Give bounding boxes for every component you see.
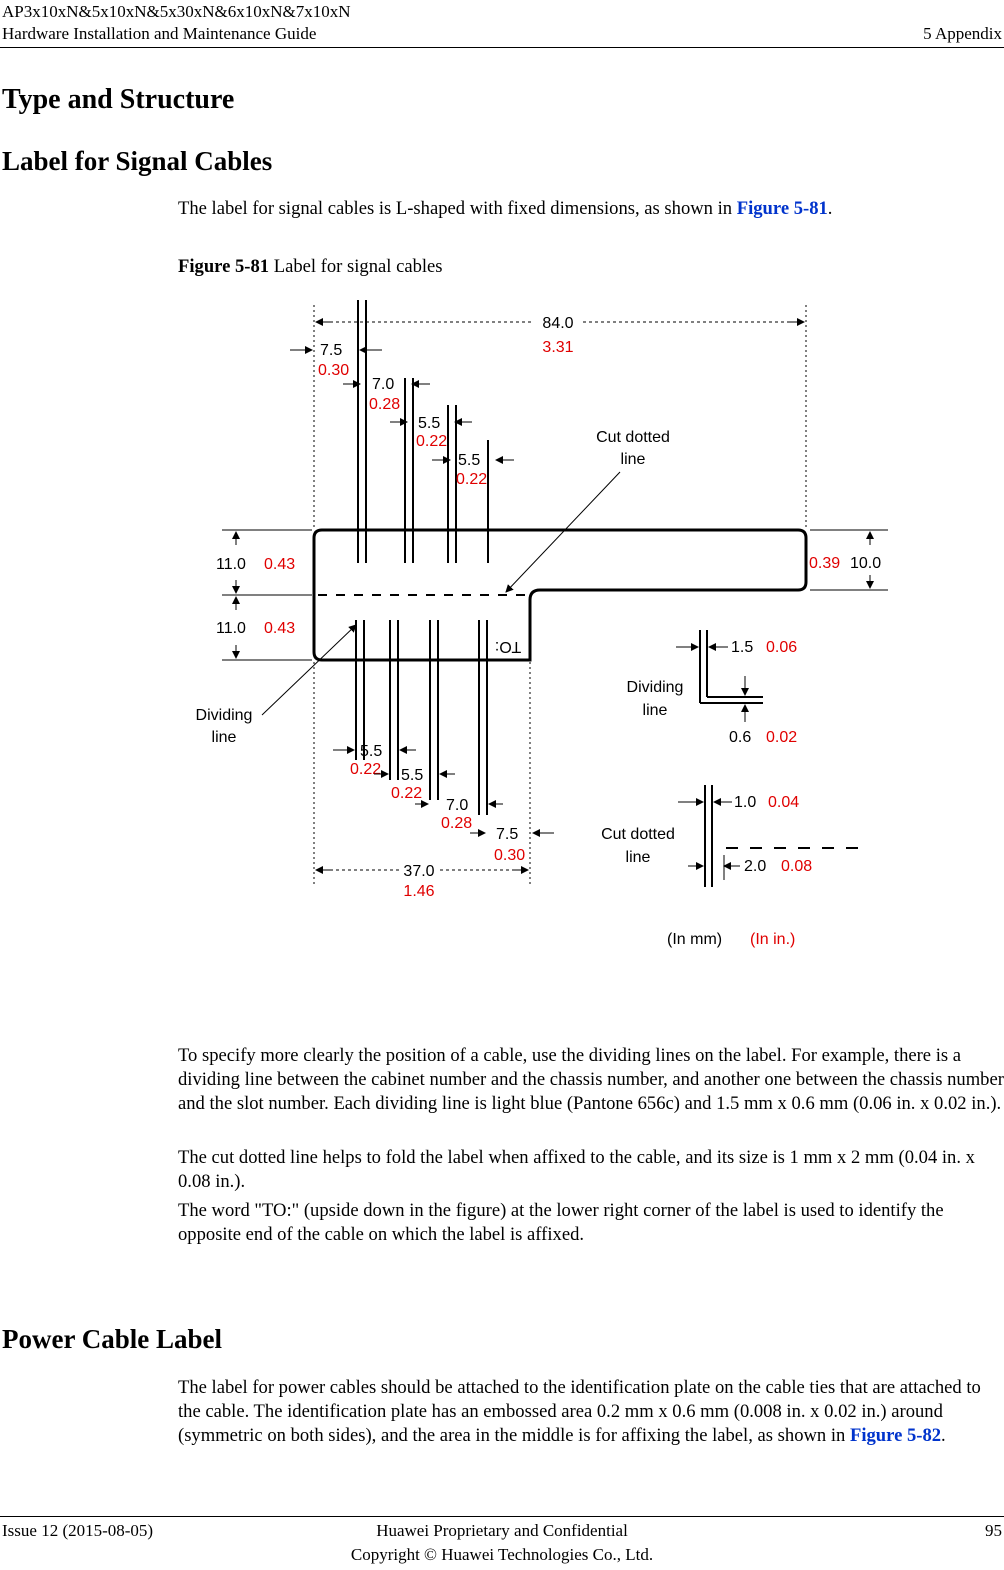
svg-text:7.5: 7.5 xyxy=(496,826,519,843)
cut-label-bottom: line xyxy=(620,451,646,468)
svg-text:7.5: 7.5 xyxy=(320,342,343,359)
footer-copyright: Copyright © Huawei Technologies Co., Ltd. xyxy=(350,1545,654,1564)
right-dimensions xyxy=(809,530,888,590)
header-section: 5 Appendix xyxy=(923,24,1002,43)
dividing-label-top: Dividing xyxy=(195,707,253,724)
svg-text:5.5: 5.5 xyxy=(458,452,481,469)
header-guide: Hardware Installation and Maintenance Guide xyxy=(2,24,317,43)
svg-text:0.30: 0.30 xyxy=(318,362,350,379)
footer-page: 95 xyxy=(985,1521,1002,1540)
figure-5-81-link[interactable]: Figure 5-81 xyxy=(736,198,828,219)
left-dimensions xyxy=(216,530,312,660)
svg-text:7.0: 7.0 xyxy=(372,376,395,393)
bottom-dimensions xyxy=(333,743,554,864)
dividing-label-bottom: line xyxy=(211,729,237,746)
svg-text:0.22: 0.22 xyxy=(391,785,423,802)
bottom-width-mm: 37.0 xyxy=(403,863,435,880)
svg-text:0.30: 0.30 xyxy=(494,847,526,864)
svg-text:0.22: 0.22 xyxy=(416,433,448,450)
bottom-width-in: 1.46 xyxy=(403,883,435,900)
top-dimensions xyxy=(290,342,514,488)
cut-line-detail xyxy=(601,785,870,887)
figure-caption: Figure 5-81 Label for signal cables xyxy=(178,256,443,277)
svg-text:5.5: 5.5 xyxy=(418,415,441,432)
figure-5-82-link[interactable]: Figure 5-82 xyxy=(849,1425,942,1446)
svg-text:1.0: 1.0 xyxy=(734,794,757,811)
svg-text:11.0: 11.0 xyxy=(216,556,246,573)
svg-text:Dividing: Dividing xyxy=(626,679,684,696)
svg-text:10.0: 10.0 xyxy=(850,555,882,572)
svg-text:0.6: 0.6 xyxy=(729,729,752,746)
svg-text:0.39: 0.39 xyxy=(809,555,841,572)
svg-text:0.22: 0.22 xyxy=(456,471,488,488)
to-text: TO: xyxy=(494,638,522,655)
para-dividing-lines: To specify more clearly the position of a cable, use the dividing lines on the label. For example, there is a dividing line between the cabinet number and the chassis number, and another one between the chassis number and the slot number. Each dividing line is light blue (Pantone 656c) and 1.5 mm x 0.6 mm (0.06 in. x 0.02 in.). xyxy=(178,1045,1004,1114)
total-width-in: 3.31 xyxy=(542,339,574,356)
svg-text:line: line xyxy=(625,849,651,866)
svg-text:line: line xyxy=(642,702,668,719)
para-cut-line: The cut dotted line helps to fold the label when affixed to the cable, and its size is 1 mm x 2 mm (0.04 in. x 0.08 in.). xyxy=(178,1147,975,1192)
power-text: The label for power cables should be attached to the identification plate on the cable ties that are attached to the cable. The identification plate has an embossed area 0.2 mm x 0.6 mm (0.008 in. x 0.02 in.) around (symmetric on both sides), and the area in the middle is for affixing the label, as shown in Figure 5-82. xyxy=(178,1377,981,1446)
signal-label-diagram xyxy=(0,290,1004,970)
power-heading: Power Cable Label xyxy=(2,1324,222,1354)
svg-text:Cut dotted: Cut dotted xyxy=(601,826,675,843)
svg-text:0.06: 0.06 xyxy=(766,639,798,656)
header-product: AP3x10xN&5x10xN&5x30xN&6x10xN&7x10xN xyxy=(2,2,351,21)
footer-issue: Issue 12 (2015-08-05) xyxy=(2,1521,154,1540)
svg-text:0.28: 0.28 xyxy=(369,396,401,413)
dividing-line-detail xyxy=(627,630,798,746)
svg-text:0.22: 0.22 xyxy=(350,761,382,778)
svg-text:0.08: 0.08 xyxy=(781,858,813,875)
svg-text:0.28: 0.28 xyxy=(441,815,473,832)
svg-text:0.43: 0.43 xyxy=(264,620,296,637)
legend-in: (In in.) xyxy=(750,931,796,948)
svg-text:5.5: 5.5 xyxy=(360,743,383,760)
svg-text:1.5: 1.5 xyxy=(731,639,754,656)
signal-intro: The label for signal cables is L-shaped with fixed dimensions, as shown in Figure 5-81. xyxy=(178,198,833,219)
header-rule xyxy=(0,47,1004,48)
page-title: Type and Structure xyxy=(2,84,235,115)
svg-text:5.5: 5.5 xyxy=(401,767,424,784)
svg-text:0.04: 0.04 xyxy=(768,794,800,811)
para-to-word: The word "TO:" (upside down in the figure) at the lower right corner of the label is used to identify the opposite end of the cable on which the label is affixed. xyxy=(178,1200,944,1245)
svg-text:2.0: 2.0 xyxy=(744,858,767,875)
svg-text:0.02: 0.02 xyxy=(766,729,798,746)
footer-company: Huawei Proprietary and Confidential xyxy=(376,1521,628,1540)
svg-text:11.0: 11.0 xyxy=(216,620,246,637)
cut-label-top: Cut dotted xyxy=(596,429,670,446)
legend-mm: (In mm) xyxy=(667,931,723,948)
signal-heading: Label for Signal Cables xyxy=(2,146,273,176)
total-width-mm: 84.0 xyxy=(542,315,574,332)
svg-text:0.43: 0.43 xyxy=(264,556,296,573)
footer-rule xyxy=(0,1516,1004,1517)
svg-text:7.0: 7.0 xyxy=(446,797,469,814)
